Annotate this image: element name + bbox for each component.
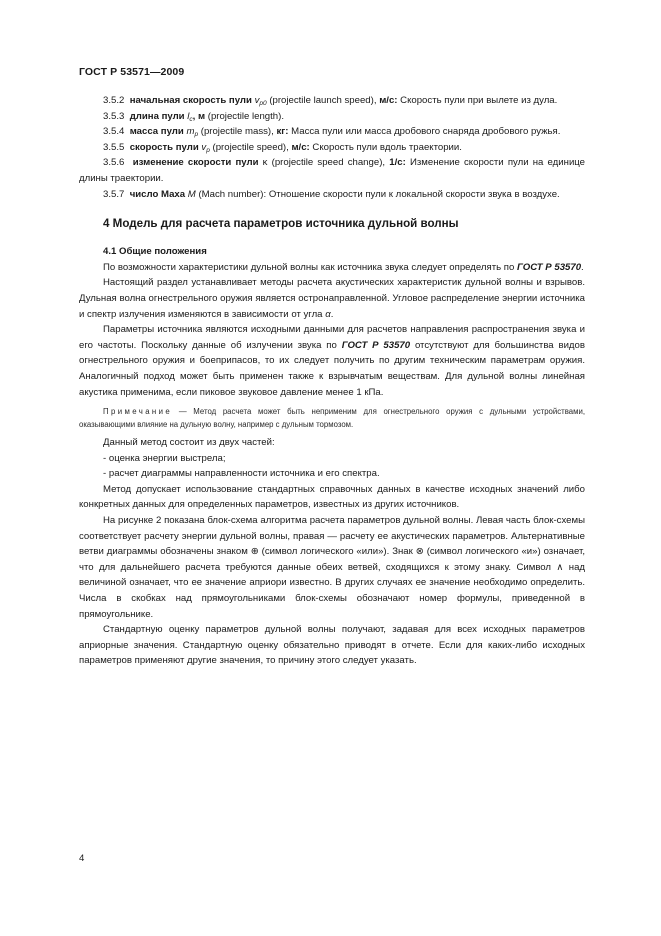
definition-3-5-2: 3.5.2 начальная скорость пули $v_{p0}$ (projectile launch speed), м/с: Скорость пули при вылете из дула.: [103, 95, 558, 107]
definition-symbol: M: [187, 188, 196, 200]
definition-term: длина пули: [129, 110, 185, 122]
list-item: - расчет диаграммы направленности источника и его спектра.: [103, 468, 380, 480]
definition-term: начальная скорость пули: [129, 95, 252, 106]
definition-symbol: $v_p$: [201, 141, 210, 154]
definition-term: скорость пули: [129, 141, 199, 153]
note-label: Примечание: [103, 407, 173, 417]
definition-symbol: $l_c$: [187, 110, 193, 123]
paragraph-1: По возможности характеристики дульной волны как источника звука следует определять по ГОСТ Р 53570.: [103, 261, 584, 273]
definition-3-5-5: 3.5.5 скорость пули $v_p$ (projectile speed), м/с: Скорость пули вдоль траектории.: [103, 141, 462, 154]
section-4-title: 4 Модель для расчета параметров источника дульной волны: [103, 217, 459, 231]
definition-3-5-4: 3.5.4 масса пули $m_p$ (projectile mass), кг: Масса пули или масса дробового снаряда дробового ружья.: [103, 126, 561, 139]
standard-reference: ГОСТ Р 53570: [516, 261, 582, 273]
paragraph-3: Параметры источника являются исходными данными для расчетов направления распространения звука и его частоты. Поскольку данные об излучении звука по ГОСТ Р 53570 отсутствуют для большинства видов огнестрельного оружия и боеприпасов, то их следует получить по другим техническим параметрам оружия. Аналогичный подход может быть применен также к взрывчатым веществам. Для дульной волны линейная акустика применима, если пиковое звуковое давление менее 1 кПа.: [79, 324, 585, 398]
paragraph-5: Метод допускает использование стандартных справочных данных в качестве исходных значений либо конкретных данных для определенных параметров, известных из других источников.: [79, 483, 585, 511]
standard-reference: ГОСТ Р 53570: [341, 339, 411, 351]
subsection-4-1-title: 4.1 Общие положения: [103, 246, 207, 258]
logical-or-symbol: ⊕: [250, 546, 259, 558]
angle-symbol: α: [325, 308, 331, 320]
paragraph-4: Данный метод состоит из двух частей:: [103, 437, 275, 449]
page-content: [79, 93, 585, 669]
list-item: - оценка энергии выстрела;: [103, 452, 226, 464]
page-number: 4: [79, 853, 85, 864]
definition-3-5-7: 3.5.7 число Маха M (Mach number): Отношение скорости пули к локальной скорости звука в воздухе.: [103, 188, 560, 200]
definition-symbol: $v_{p0}$: [254, 95, 267, 107]
document-header: ГОСТ Р 53571—2009: [79, 66, 185, 78]
note-text: — Метод расчета может быть неприменим для огнестрельного оружия с дульными устройствами, оказывающими влияние на дульную волну, например с дульным тормозом.: [79, 407, 585, 429]
definition-term: изменение скорости пули: [132, 157, 259, 169]
definition-term: число Маха: [129, 188, 186, 200]
definition-3-5-6: 3.5.6 изменение скорости пули κ (projectile speed change), 1/с: Изменение скорости пули на единице длины траектории.: [79, 157, 586, 184]
definition-3-5-3: 3.5.3 длина пули $l_c$, м (projectile length).: [103, 110, 285, 123]
paragraph-7: Стандартную оценку параметров дульной волны получают, задавая для всех исходных параметров априорные значения. Стандартную оценку обязательно приводят в отчете. Если для каких-либо исходных параметров применяют другие значения, то причину этого следует указать.: [79, 624, 585, 667]
definition-symbol: κ: [262, 157, 268, 169]
definition-symbol: $m_p$: [186, 126, 199, 139]
paragraph-2: Настоящий раздел устанавливает методы расчета акустических характеристик дульной волны и взрывов. Дульная волна огнестрельного оружия является остронаправленной. Угловое распределение энергии источника и спектр излучения изменяются в зависимости от угла α.: [79, 277, 585, 320]
logical-and-symbol: ⊗: [415, 546, 424, 558]
note: [79, 406, 585, 431]
caret-symbol: ∧: [556, 561, 564, 573]
definition-term: масса пули: [129, 126, 184, 138]
paragraph-6: На рисунке 2 показана блок-схема алгоритма расчета параметров дульной волны. Левая часть блок-схемы соответствует расчету энергии дульной волны, правая — расчету ее акустических параметров. Альтернативные ветви диаграммы обозначены знаком ⊕ (символ логического «или»). Знак ⊗ (символ логического «и») означает, что для дальнейшего расчета требуются данные обеих ветвей, сходящихся к этому знаку. Символ ∧ над величиной означает, что ее значение априори известно. В других случаях ее значение необходимо определить. Числа в скобках над прямоугольниками блок-схемы обозначают номер формулы, приведенной в прямоугольнике.: [79, 515, 585, 620]
